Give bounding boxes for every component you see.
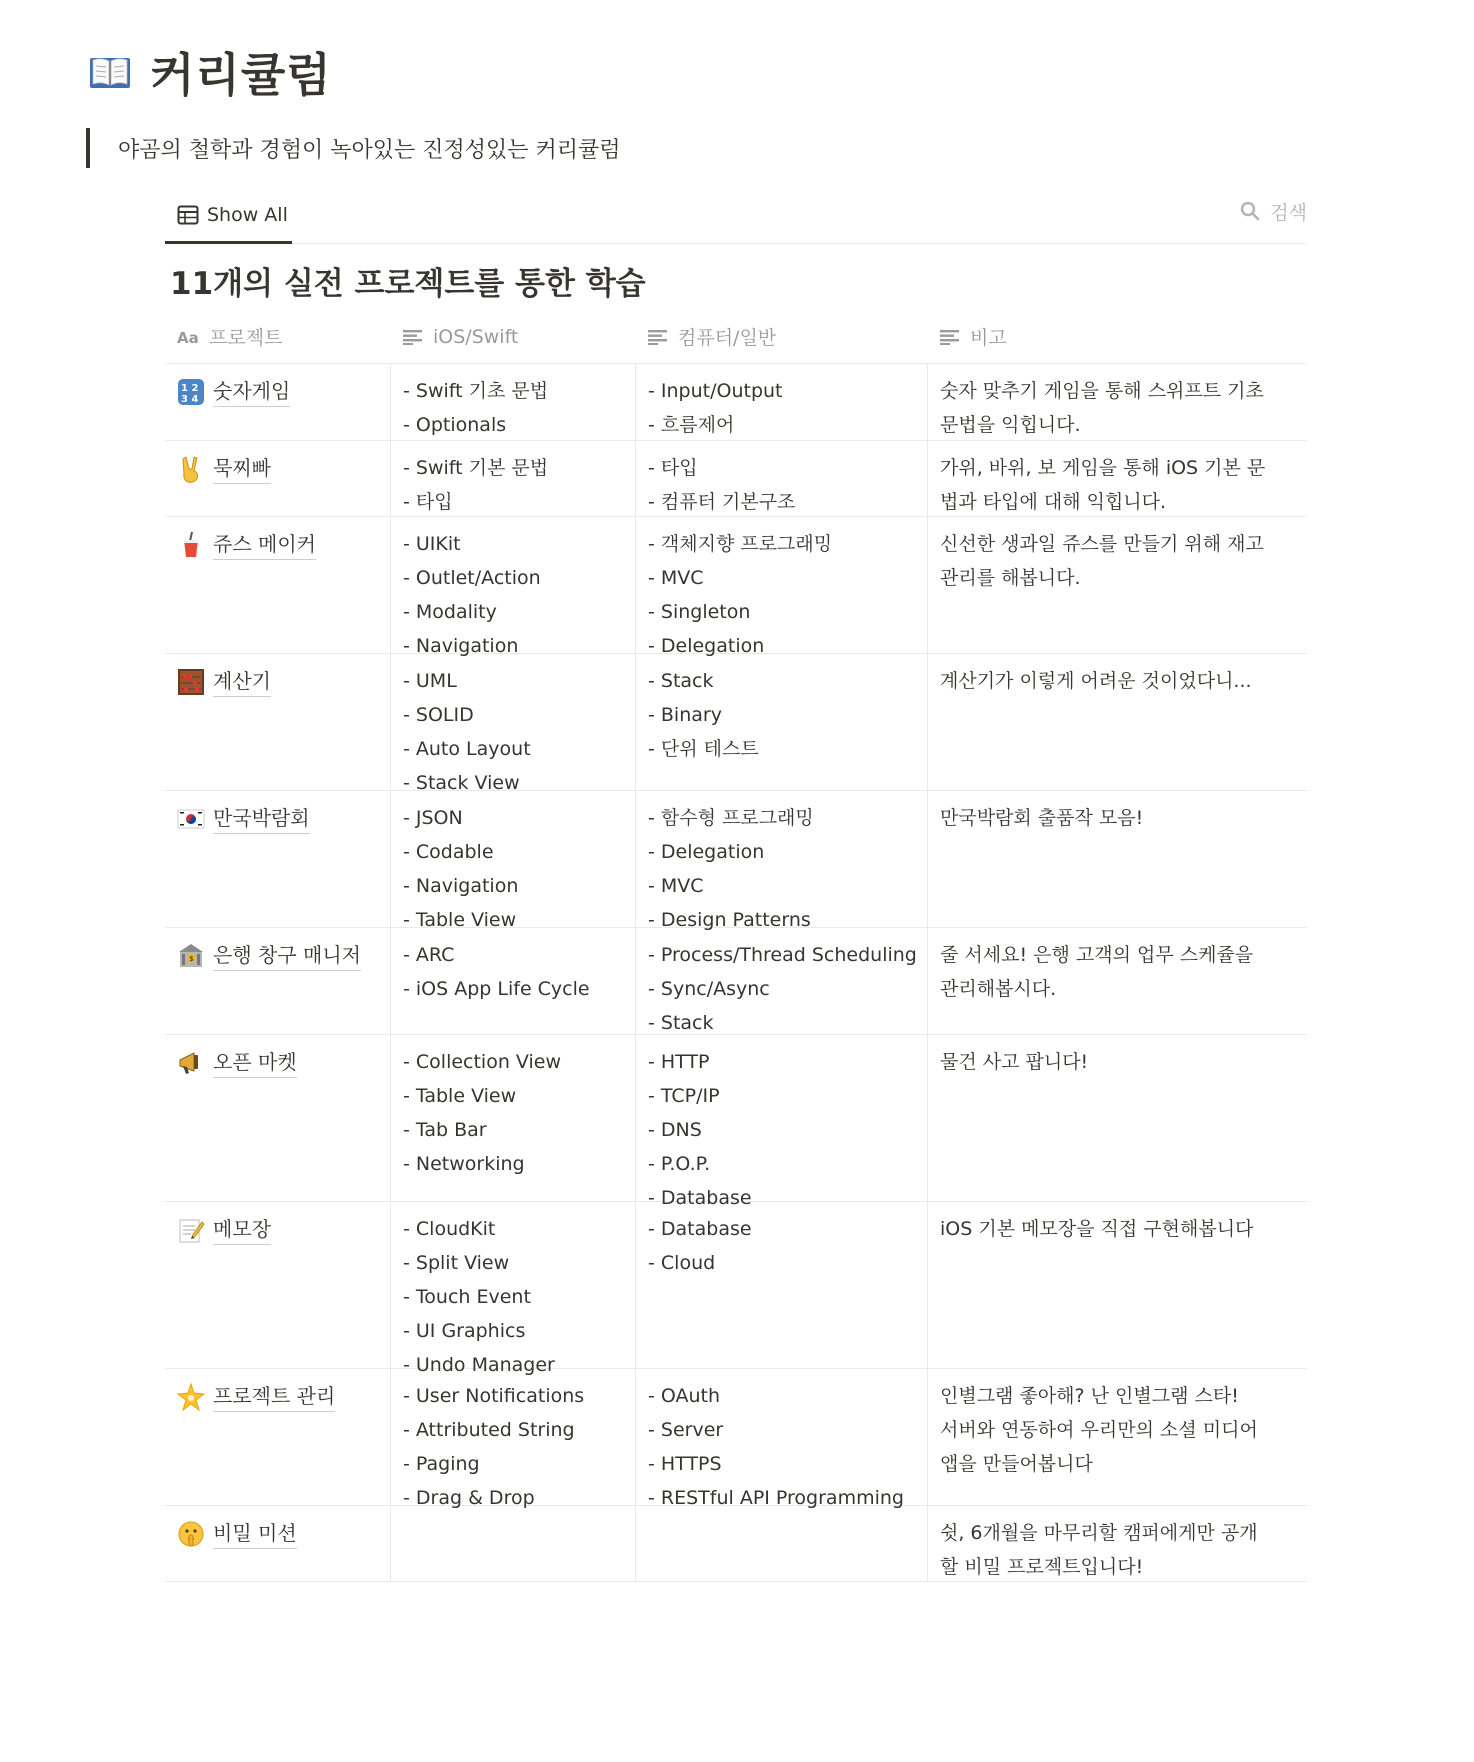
project-cell <box>165 441 391 516</box>
svg-text:Aa: Aa <box>177 328 199 345</box>
page-header <box>88 40 332 104</box>
cell-line: - Singleton <box>648 601 751 623</box>
computer-general-cell <box>636 654 928 790</box>
project-name-link[interactable]: 은행 창구 매니저 <box>213 940 361 971</box>
cell-line: - iOS App Life Cycle <box>403 978 590 1000</box>
database-view-bar <box>165 188 1307 244</box>
cell-line: - Tab Bar <box>403 1119 487 1141</box>
notes-cell <box>928 1202 1307 1368</box>
column-header-computer-general[interactable]: 컴퓨터/일반 <box>636 310 928 363</box>
ios-swift-cell <box>391 364 636 440</box>
curriculum-table <box>165 310 1307 1582</box>
cell-line: - Touch Event <box>403 1286 531 1308</box>
abacus-icon <box>177 668 205 696</box>
cell-line: - Navigation <box>403 635 519 657</box>
cell-line: - DNS <box>648 1119 702 1141</box>
project-cell <box>165 1035 391 1201</box>
table-row[interactable] <box>165 1202 1307 1376</box>
cell-line: - Codable <box>403 841 494 863</box>
cell-line: 신선한 생과일 쥬스를 만들기 위해 재고 <box>940 533 1264 555</box>
computer-general-cell <box>636 928 928 1034</box>
ios-swift-cell <box>391 791 636 931</box>
cell-line: - Sync/Async <box>648 978 770 1000</box>
notes-cell <box>928 1369 1307 1505</box>
cell-line: - Cloud <box>648 1252 716 1274</box>
table-row[interactable] <box>165 791 1307 931</box>
project-cell <box>165 928 391 1034</box>
search-placeholder: 검색 <box>1270 201 1307 224</box>
ios-swift-cell <box>391 1035 636 1201</box>
project-cell <box>165 517 391 653</box>
cell-line: - Database <box>648 1187 752 1209</box>
cell-line: - Auto Layout <box>403 738 531 760</box>
notes-cell <box>928 1506 1307 1581</box>
cell-line: - Networking <box>403 1153 525 1175</box>
cell-line: - Design Patterns <box>648 909 811 931</box>
cell-line: - SOLID <box>403 704 474 726</box>
cell-line: - Stack <box>648 670 714 692</box>
notes-cell <box>928 364 1307 440</box>
cell-line: - 흐름제어 <box>648 414 735 436</box>
cell-line: - UIKit <box>403 533 461 555</box>
table-row[interactable] <box>165 517 1307 657</box>
cell-line: - P.O.P. <box>648 1153 711 1175</box>
cell-line: - Swift 기초 문법 <box>403 380 549 402</box>
view-tab-show-all[interactable] <box>165 188 292 244</box>
computer-general-cell <box>636 517 928 657</box>
column-header-project[interactable]: Aa 프로젝트 <box>177 327 283 349</box>
sparkle-star-icon <box>177 1383 205 1411</box>
cell-line: - Table View <box>403 909 517 931</box>
cell-line: - Swift 기본 문법 <box>403 457 549 479</box>
cell-line: 앱을 만들어봅니다 <box>940 1453 1093 1475</box>
project-name-cell <box>177 1379 378 1412</box>
ios-swift-cell <box>391 517 636 657</box>
cell-line: 쉿, 6개월을 마무리할 캠퍼에게만 공개 <box>940 1522 1258 1544</box>
table-body <box>165 364 1307 1582</box>
cell-line: - UML <box>403 670 457 692</box>
cell-line: - 단위 테스트 <box>648 738 759 760</box>
project-name-cell <box>177 1516 378 1549</box>
svg-text:3 4: 3 4 <box>181 394 199 405</box>
notes-cell <box>928 517 1307 653</box>
table-row[interactable] <box>165 1369 1307 1509</box>
svg-text:$: $ <box>189 955 194 963</box>
project-cell <box>165 654 391 790</box>
ios-swift-cell <box>391 1369 636 1509</box>
cell-line: - HTTP <box>648 1051 710 1073</box>
page-quote: 야곰의 철학과 경험이 녹아있는 진정성있는 커리큘럼 <box>86 128 621 168</box>
table-row[interactable] <box>165 441 1307 517</box>
computer-general-cell <box>636 1202 928 1368</box>
memo-icon <box>177 1216 205 1244</box>
project-cell <box>165 1369 391 1505</box>
project-name-link[interactable]: 만국박람회 <box>213 803 310 834</box>
cell-line: 서버와 연동하여 우리만의 소셜 미디어 <box>940 1419 1258 1441</box>
cell-line: - Database <box>648 1218 752 1240</box>
project-name-link[interactable]: 프로젝트 관리 <box>213 1381 335 1412</box>
text-property-icon <box>648 329 668 345</box>
project-cell <box>165 364 391 440</box>
cell-line: - Optionals <box>403 414 507 436</box>
cell-line: - Delegation <box>648 635 765 657</box>
ios-swift-cell <box>391 1202 636 1376</box>
table-row[interactable] <box>165 1035 1307 1209</box>
cell-line: - Input/Output <box>648 380 783 402</box>
shushing-face-icon <box>177 1520 205 1548</box>
notes-cell <box>928 928 1307 1034</box>
cell-line: - ARC <box>403 944 455 966</box>
table-row[interactable] <box>165 1506 1307 1582</box>
open-book-icon <box>88 52 132 92</box>
cell-line: 숫자 맞추기 게임을 통해 스위프트 기초 <box>940 380 1264 402</box>
project-name-link[interactable]: 숫자게임 <box>213 376 290 407</box>
project-cell <box>165 1202 391 1368</box>
project-name-cell <box>177 801 378 834</box>
cell-line: - Navigation <box>403 875 519 897</box>
search-icon <box>1240 201 1260 221</box>
cell-line: 물건 사고 팝니다! <box>940 1051 1089 1073</box>
cell-line: 줄 서세요! 은행 고객의 업무 스케쥴을 <box>940 944 1254 966</box>
notes-cell <box>928 654 1307 790</box>
table-row[interactable] <box>165 364 1307 441</box>
ios-swift-cell <box>391 654 636 794</box>
project-name-cell <box>177 451 378 484</box>
cell-line: - User Notifications <box>403 1385 585 1407</box>
computer-general-cell <box>636 364 928 440</box>
table-icon <box>177 205 199 225</box>
project-name-link[interactable]: 쥬스 메이커 <box>213 529 316 560</box>
table-row[interactable] <box>165 928 1307 1035</box>
database-title: 11개의 실전 프로젝트를 통한 학습 <box>170 266 646 302</box>
title-property-icon <box>177 329 199 345</box>
cell-line: - HTTPS <box>648 1453 722 1475</box>
cell-line: - Process/Thread Scheduling <box>648 944 917 966</box>
korea-flag-icon <box>177 805 205 833</box>
project-cell <box>165 791 391 927</box>
page-title: 커리큘럼 <box>150 48 332 102</box>
cell-line: - 객체지향 프로그래밍 <box>648 533 833 555</box>
project-name-cell <box>177 374 378 407</box>
text-property-icon <box>940 329 960 345</box>
victory-hand-icon <box>177 455 205 483</box>
cell-line: - Split View <box>403 1252 510 1274</box>
cell-line: - 함수형 프로그래밍 <box>648 807 814 829</box>
project-name-cell <box>177 1212 378 1245</box>
cell-line: - 타입 <box>648 457 698 479</box>
ios-swift-cell <box>391 441 636 516</box>
project-name-cell <box>177 1045 378 1078</box>
cell-line: 관리를 해봅니다. <box>940 567 1081 589</box>
cell-line: - Collection View <box>403 1051 562 1073</box>
view-tab-label: Show All <box>207 203 288 226</box>
computer-general-cell <box>636 791 928 931</box>
cell-line: - Delegation <box>648 841 765 863</box>
project-name-link[interactable]: 계산기 <box>213 666 271 697</box>
cell-line: - Drag & Drop <box>403 1487 535 1509</box>
project-name-cell <box>177 664 378 697</box>
project-name-link[interactable]: 비밀 미션 <box>213 1518 297 1549</box>
bank-icon <box>177 942 205 970</box>
computer-general-cell <box>636 1369 928 1509</box>
juice-cup-icon <box>177 531 205 559</box>
cell-line: - 타입 <box>403 491 453 513</box>
cell-line: - MVC <box>648 875 704 897</box>
cell-line: - Outlet/Action <box>403 567 541 589</box>
search-button[interactable] <box>1240 188 1307 234</box>
svg-text:1 2: 1 2 <box>181 383 199 394</box>
cell-line: - MVC <box>648 567 704 589</box>
cell-line: iOS 기본 메모장을 직접 구현해봅니다 <box>940 1218 1254 1240</box>
megaphone-icon <box>177 1049 205 1077</box>
cell-line: - OAuth <box>648 1385 721 1407</box>
computer-general-cell <box>636 1035 928 1209</box>
cell-line: 법과 타입에 대해 익힙니다. <box>940 491 1167 513</box>
computer-general-cell <box>636 441 928 516</box>
table-header <box>165 310 1307 364</box>
notes-cell <box>928 441 1307 516</box>
cell-line: 관리해봅시다. <box>940 978 1057 1000</box>
cell-line: - Undo Manager <box>403 1354 555 1376</box>
project-name-cell <box>177 527 378 560</box>
project-name-link[interactable]: 메모장 <box>213 1214 271 1245</box>
cell-line: - TCP/IP <box>648 1085 720 1107</box>
numbers-icon <box>177 378 205 406</box>
computer-general-cell <box>636 1506 928 1581</box>
project-name-link[interactable]: 오픈 마켓 <box>213 1047 297 1078</box>
cell-line: - UI Graphics <box>403 1320 526 1342</box>
cell-line: - Paging <box>403 1453 480 1475</box>
project-name-link[interactable]: 묵찌빠 <box>213 453 271 484</box>
cell-line: - CloudKit <box>403 1218 496 1240</box>
cell-line: - JSON <box>403 807 463 829</box>
ios-swift-cell <box>391 928 636 1034</box>
notes-cell <box>928 1035 1307 1201</box>
column-header-notes[interactable]: 비고 <box>928 310 1307 363</box>
project-cell <box>165 1506 391 1581</box>
cell-line: - Modality <box>403 601 497 623</box>
cell-line: - Binary <box>648 704 722 726</box>
table-row[interactable] <box>165 654 1307 794</box>
column-header-ios-swift[interactable]: iOS/Swift <box>391 310 636 363</box>
cell-line: - Stack <box>648 1012 714 1034</box>
cell-line: 인별그램 좋아해? 난 인별그램 스타! <box>940 1385 1239 1407</box>
project-name-cell <box>177 938 378 971</box>
cell-line: - RESTful API Programming <box>648 1487 904 1509</box>
cell-line: - Attributed String <box>403 1419 575 1441</box>
cell-line: - Stack View <box>403 772 520 794</box>
cell-line: - 컴퓨터 기본구조 <box>648 491 796 513</box>
text-property-icon <box>403 329 423 345</box>
cell-line: 할 비밀 프로젝트입니다! <box>940 1556 1144 1578</box>
cell-line: 만국박람회 출품작 모음! <box>940 807 1144 829</box>
notes-cell <box>928 791 1307 927</box>
ios-swift-cell <box>391 1506 636 1581</box>
cell-line: 가위, 바위, 보 게임을 통해 iOS 기본 문 <box>940 457 1266 479</box>
cell-line: - Table View <box>403 1085 517 1107</box>
cell-line: - Server <box>648 1419 724 1441</box>
cell-line: 계산기가 이렇게 어려운 것이었다니... <box>940 670 1252 692</box>
cell-line: 문법을 익힙니다. <box>940 414 1081 436</box>
